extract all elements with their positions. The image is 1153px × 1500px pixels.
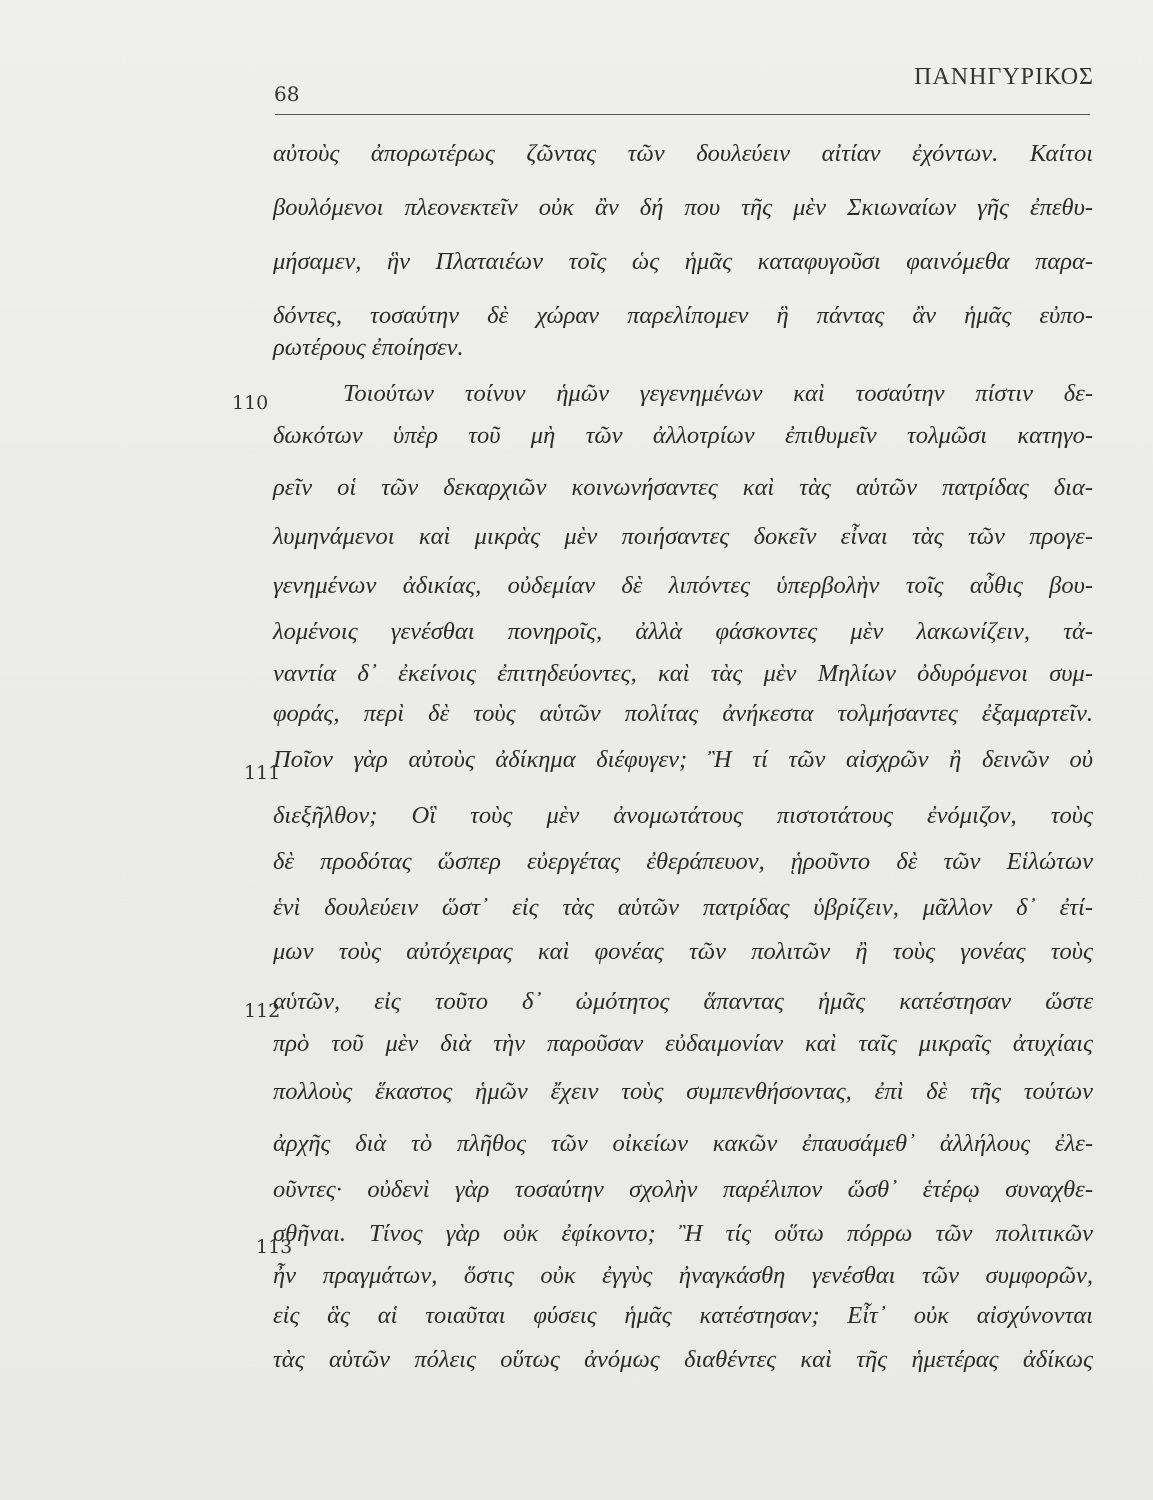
section-number-113: 113 — [256, 1236, 293, 1258]
text-line: μων τοὺς αὐτόχειρας καὶ φονέας τῶν πολιτῶν ἢ τοὺς γονέας τοὺς — [273, 938, 1093, 965]
text-line: λομένοις γενέσθαι πονηροῖς, ἀλλὰ φάσκοντες μὲν λακωνίζειν, τἀ- — [273, 618, 1093, 645]
text-line: φοράς, περὶ δὲ τοὺς αὑτῶν πολίτας ἀνήκεστα τολμήσαντες ἐξαμαρτεῖν. — [273, 700, 1093, 727]
text-line: ἦν πραγμάτων, ὅστις οὐκ ἐγγὺς ἠναγκάσθη γενέσθαι τῶν συμφορῶν, — [273, 1262, 1093, 1289]
text-line: σθῆναι. Τίνος γὰρ οὐκ ἐφίκοντο; Ἢ τίς οὕτω πόρρω τῶν πολιτικῶν — [273, 1220, 1093, 1247]
text-line: ρωτέρους ἐποίησεν. — [273, 334, 464, 361]
text-line: γενημένων ἀδικίας, οὐδεμίαν δὲ λιπόντες ὑπερβολὴν τοῖς αὖθις βου- — [273, 572, 1093, 599]
text-line: ἑνὶ δουλεύειν ὥστ᾽ εἰς τὰς αὑτῶν πατρίδας ὑβρίζειν, μᾶλλον δ᾽ ἐτί- — [273, 894, 1093, 921]
page-number: 68 — [274, 82, 300, 106]
text-line: πρὸ τοῦ μὲν διὰ τὴν παροῦσαν εὐδαιμονίαν καὶ ταῖς μικραῖς ἀτυχίαις — [273, 1030, 1093, 1057]
page-header — [274, 60, 1094, 120]
header-rule — [275, 114, 1090, 115]
running-head: ΠΑΝΗΓΥΡΙΚΟΣ — [914, 64, 1094, 90]
text-line: αὐτοὺς ἀπορωτέρως ζῶντας τῶν δουλεύειν αἰτίαν ἐχόντων. Καίτοι — [273, 140, 1093, 167]
section-number-111: 111 — [244, 762, 281, 784]
text-line: δὲ προδότας ὥσπερ εὐεργέτας ἐθεράπευον, ᾑροῦντο δὲ τῶν Εἱλώτων — [273, 848, 1093, 875]
section-number-110: 110 — [232, 392, 269, 414]
text-line: βουλόμενοι πλεονεκτεῖν οὐκ ἂν δή που τῆς μὲν Σκιωναίων γῆς ἐπεθυ- — [273, 194, 1093, 221]
text-line: ναντία δ᾽ ἐκείνοις ἐπιτηδεύοντες, καὶ τὰς μὲν Μηλίων ὀδυρόμενοι συμ- — [273, 660, 1093, 687]
text-line: Ποῖον γὰρ αὐτοὺς ἀδίκημα διέφυγεν; Ἢ τί τῶν αἰσχρῶν ἢ δεινῶν οὐ — [273, 746, 1093, 773]
text-line: ρεῖν οἱ τῶν δεκαρχιῶν κοινωνήσαντες καὶ τὰς αὑτῶν πατρίδας δια- — [273, 474, 1093, 501]
text-line: δόντες, τοσαύτην δὲ χώραν παρελίπομεν ἣ πάντας ἂν ἡμᾶς εὐπο- — [273, 302, 1093, 329]
text-line: οῦντες· οὐδενὶ γὰρ τοσαύτην σχολὴν παρέλιπον ὥσθ᾽ ἑτέρῳ συναχθε- — [273, 1176, 1093, 1203]
text-line: μήσαμεν, ἣν Πλαταιέων τοῖς ὡς ἡμᾶς καταφυγοῦσι φαινόμεθα παρα- — [273, 248, 1093, 275]
text-line: πολλοὺς ἕκαστος ἡμῶν ἔχειν τοὺς συμπενθήσοντας, ἐπὶ δὲ τῆς τούτων — [273, 1078, 1093, 1105]
text-line: δωκότων ὑπὲρ τοῦ μὴ τῶν ἀλλοτρίων ἐπιθυμεῖν τολμῶσι κατηγο- — [273, 422, 1093, 449]
text-line: Τοιούτων τοίνυν ἡμῶν γεγενημένων καὶ τοσαύτην πίστιν δε- — [343, 380, 1093, 407]
text-line: ἀρχῆς διὰ τὸ πλῆθος τῶν οἰκείων κακῶν ἐπαυσάμεθ᾽ ἀλλήλους ἐλε- — [273, 1130, 1093, 1157]
text-line: λυμηνάμενοι καὶ μικρὰς μὲν ποιήσαντες δοκεῖν εἶναι τὰς τῶν προγε- — [273, 523, 1093, 550]
text-line: εἰς ἃς αἱ τοιαῦται φύσεις ἡμᾶς κατέστησαν; Εἶτ᾽ οὐκ αἰσχύνονται — [273, 1302, 1093, 1329]
text-line: διεξῆλθον; Οἳ τοὺς μὲν ἀνομωτάτους πιστοτάτους ἐνόμιζον, τοὺς — [273, 802, 1093, 829]
text-line: αὑτῶν, εἰς τοῦτο δ᾽ ὠμότητος ἅπαντας ἡμᾶς κατέστησαν ὥστε — [273, 988, 1093, 1015]
text-line: τὰς αὑτῶν πόλεις οὕτως ἀνόμως διαθέντες καὶ τῆς ἡμετέρας ἀδίκως — [273, 1346, 1093, 1373]
section-number-112: 112 — [244, 1000, 281, 1022]
